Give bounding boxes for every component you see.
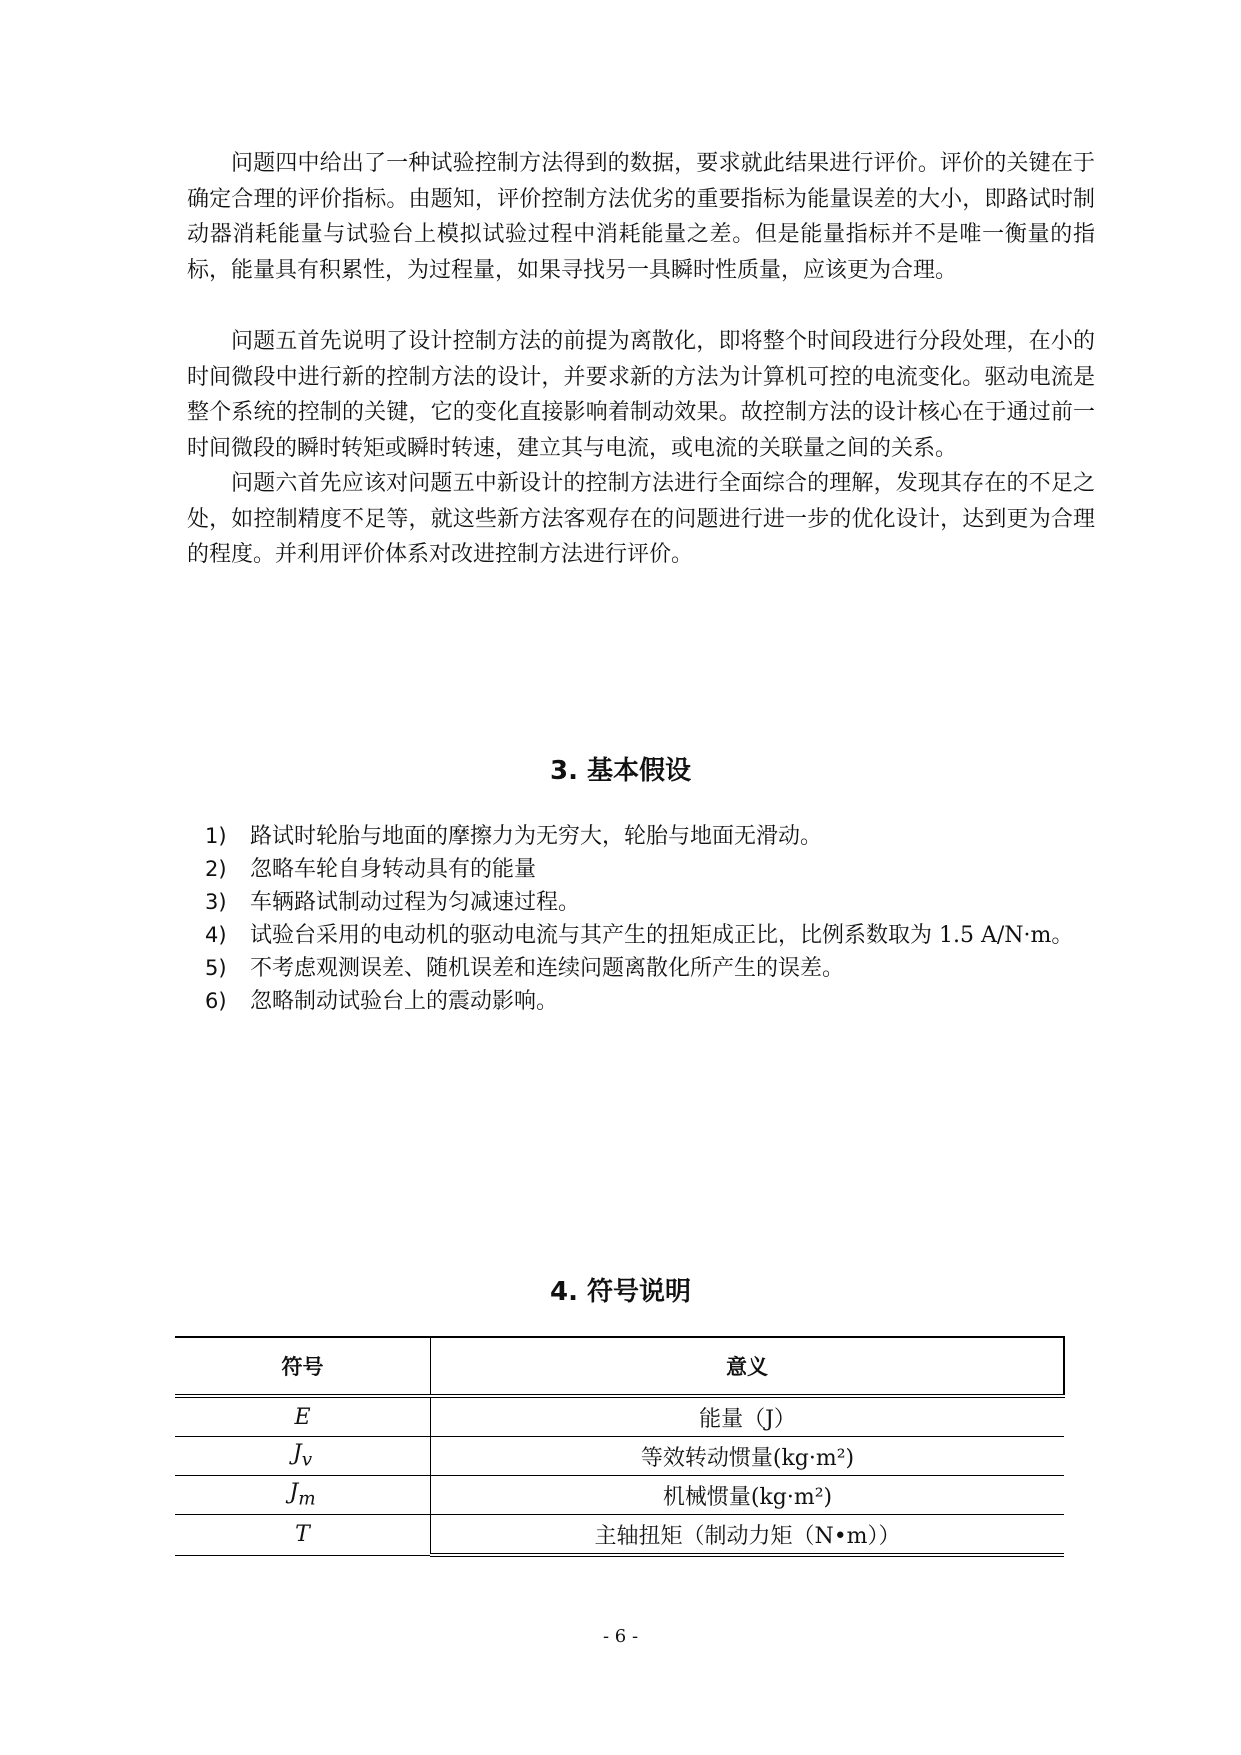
symbol-table (175, 1336, 1065, 1557)
symbol-cell (175, 1437, 431, 1476)
meaning-cell: 机械惯量(kg·m²) (431, 1476, 1065, 1515)
symbol-subscript: v (301, 1449, 313, 1471)
list-number: 5) (205, 956, 227, 980)
symbol-cell (175, 1396, 431, 1437)
table-row (175, 1396, 1064, 1437)
list-item (205, 853, 1095, 886)
symbol-letter: J (292, 1441, 302, 1467)
list-text: 车辆路试制动过程为匀减速过程。 (250, 890, 581, 915)
list-item (205, 985, 1095, 1018)
list-number: 4) (205, 923, 227, 947)
symbol-letter: J (289, 1480, 299, 1506)
list-item (205, 952, 1095, 985)
meaning-cell: 主轴扭矩（制动力矩（N•m）） (431, 1515, 1065, 1556)
header-symbol: 符号 (281, 1355, 324, 1379)
list-text: 试验台采用的电动机的驱动电流与其产生的扭矩成正比，比例系数取为 1.5 A/N·m。 (250, 923, 1074, 948)
table-row (175, 1515, 1064, 1556)
paragraph-problem-6: 问题六首先应该对问题五中新设计的控制方法进行全面综合的理解，发现其存在的不足之处，如控制精度不足等，就这些新方法客观存在的问题进行进一步的优化设计，达到更为合理的程度。并利用评价体系对改进控制方法进行评价。 (187, 471, 1095, 567)
section-title-symbols: 4. 符号说明 (549, 1277, 692, 1307)
list-text: 不考虑观测误差、随机误差和连续问题离散化所产生的误差。 (250, 956, 845, 981)
list-text: 忽略车轮自身转动具有的能量 (250, 857, 537, 882)
meaning-cell: 等效转动惯量(kg·m²) (431, 1437, 1065, 1476)
paragraph-problem-5: 问题五首先说明了设计控制方法的前提为离散化，即将整个时间段进行分段处理，在小的时间微段中进行新的控制方法的设计，并要求新的方法为计算机可控的电流变化。驱动电流是整个系统的控制的关键，它的变化直接影响着制动效果。故控制方法的设计核心在于通过前一时间微段的瞬时转矩或瞬时转速，建立其与电流，或电流的关联量之间的关系。 (187, 329, 1095, 461)
list-text: 路试时轮胎与地面的摩擦力为无穷大，轮胎与地面无滑动。 (250, 824, 823, 849)
symbol-cell (175, 1515, 431, 1556)
table-row (175, 1437, 1064, 1476)
list-item (205, 820, 1095, 853)
table-header-row (175, 1337, 1064, 1396)
page-number: - 6 - (602, 1626, 639, 1647)
paragraph-problem-4: 问题四中给出了一种试验控制方法得到的数据，要求就此结果进行评价。评价的关键在于确定合理的评价指标。由题知，评价控制方法优劣的重要指标为能量误差的大小，即路试时制动器消耗能量与试验台上模拟试验过程中消耗能量之差。但是能量指标并不是唯一衡量的指标，能量具有积累性，为过程量，如果寻找另一具瞬时性质量，应该更为合理。 (187, 151, 1095, 283)
meaning-cell: 能量（J） (431, 1396, 1065, 1437)
list-number: 2) (205, 857, 227, 881)
assumption-list (205, 820, 1095, 1018)
symbol-subscript: m (298, 1488, 316, 1510)
list-number: 1) (205, 824, 227, 848)
list-text: 忽略制动试验台上的震动影响。 (250, 989, 559, 1014)
section-title-assumptions: 3. 基本假设 (549, 756, 692, 786)
symbol-letter: T (295, 1522, 310, 1548)
header-meaning: 意义 (431, 1337, 1065, 1396)
list-number: 3) (205, 890, 227, 914)
symbol-letter: E (294, 1404, 311, 1430)
symbol-cell (175, 1476, 431, 1515)
list-item (205, 919, 1095, 952)
list-item (205, 886, 1095, 919)
list-number: 6) (205, 989, 227, 1013)
table-row (175, 1476, 1064, 1515)
